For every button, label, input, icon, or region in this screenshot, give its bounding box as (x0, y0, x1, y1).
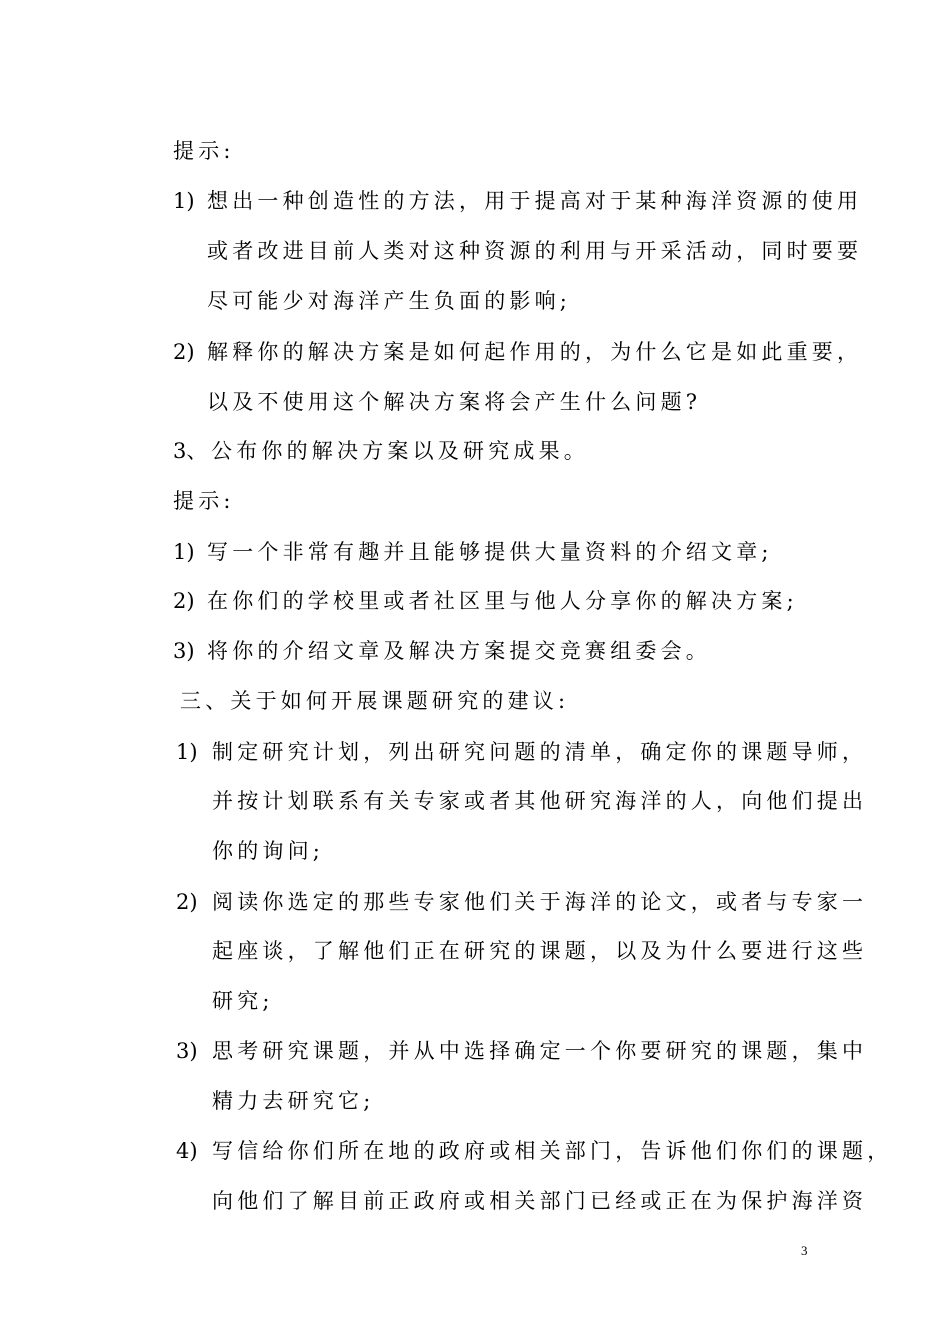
step-text: 公布你的解决方案以及研究成果。 (211, 439, 589, 463)
section-heading: 三、关于如何开展课题研究的建议: (180, 689, 570, 713)
list-item-line: 你的询问; (212, 839, 325, 863)
list-item-line: 想出一种创造性的方法，用于提高对于某种海洋资源的使用 (207, 189, 863, 213)
list-item-line: 写信给你们所在地的政府或相关部门，告诉他们你们的课题， (212, 1139, 893, 1163)
list-item-line: 解释你的解决方案是如何起作用的，为什么它是如此重要， (207, 340, 863, 364)
list-item-line: 阅读你选定的那些专家他们关于海洋的论文，或者与专家一 (212, 890, 868, 914)
list-item-line: 或者改进目前人类对这种资源的利用与开采活动，同时要要 (207, 239, 863, 263)
list-item-line: 制定研究计划，列出研究问题的清单，确定你的课题导师， (212, 740, 868, 764)
hint-label: 提示: (173, 489, 235, 513)
list-number: 3) (176, 1039, 198, 1063)
list-item-line: 思考研究课题，并从中选择确定一个你要研究的课题，集中 (212, 1039, 868, 1063)
list-number: 1) (173, 540, 195, 564)
list-item-line: 向他们了解目前正政府或相关部门已经或正在为保护海洋资 (212, 1189, 868, 1213)
list-item-line: 在你们的学校里或者社区里与他人分享你的解决方案; (207, 589, 798, 613)
list-item-line: 尽可能少对海洋产生负面的影响; (207, 289, 572, 313)
list-item-line: 以及不使用这个解决方案将会产生什么问题? (207, 390, 702, 414)
list-item-line: 精力去研究它; (212, 1089, 375, 1113)
list-number: 4) (176, 1139, 198, 1163)
list-item-line: 写一个非常有趣并且能够提供大量资料的介绍文章; (207, 540, 773, 564)
list-number: 1) (176, 740, 198, 764)
list-item-line: 并按计划联系有关专家或者其他研究海洋的人，向他们提出 (212, 789, 868, 813)
list-item-line: 研究; (212, 989, 274, 1013)
hint-label: 提示: (173, 139, 235, 163)
list-number: 1) (173, 189, 195, 213)
list-item-line: 将你的介绍文章及解决方案提交竞赛组委会。 (207, 639, 711, 663)
list-number: 2) (173, 340, 195, 364)
list-number: 2) (176, 890, 198, 914)
list-item-line: 起座谈，了解他们正在研究的课题，以及为什么要进行这些 (212, 939, 868, 963)
list-number: 3) (173, 639, 195, 663)
list-number: 2) (173, 589, 195, 613)
step-number: 3、 (173, 439, 208, 463)
page-number: 3 (801, 1243, 808, 1258)
